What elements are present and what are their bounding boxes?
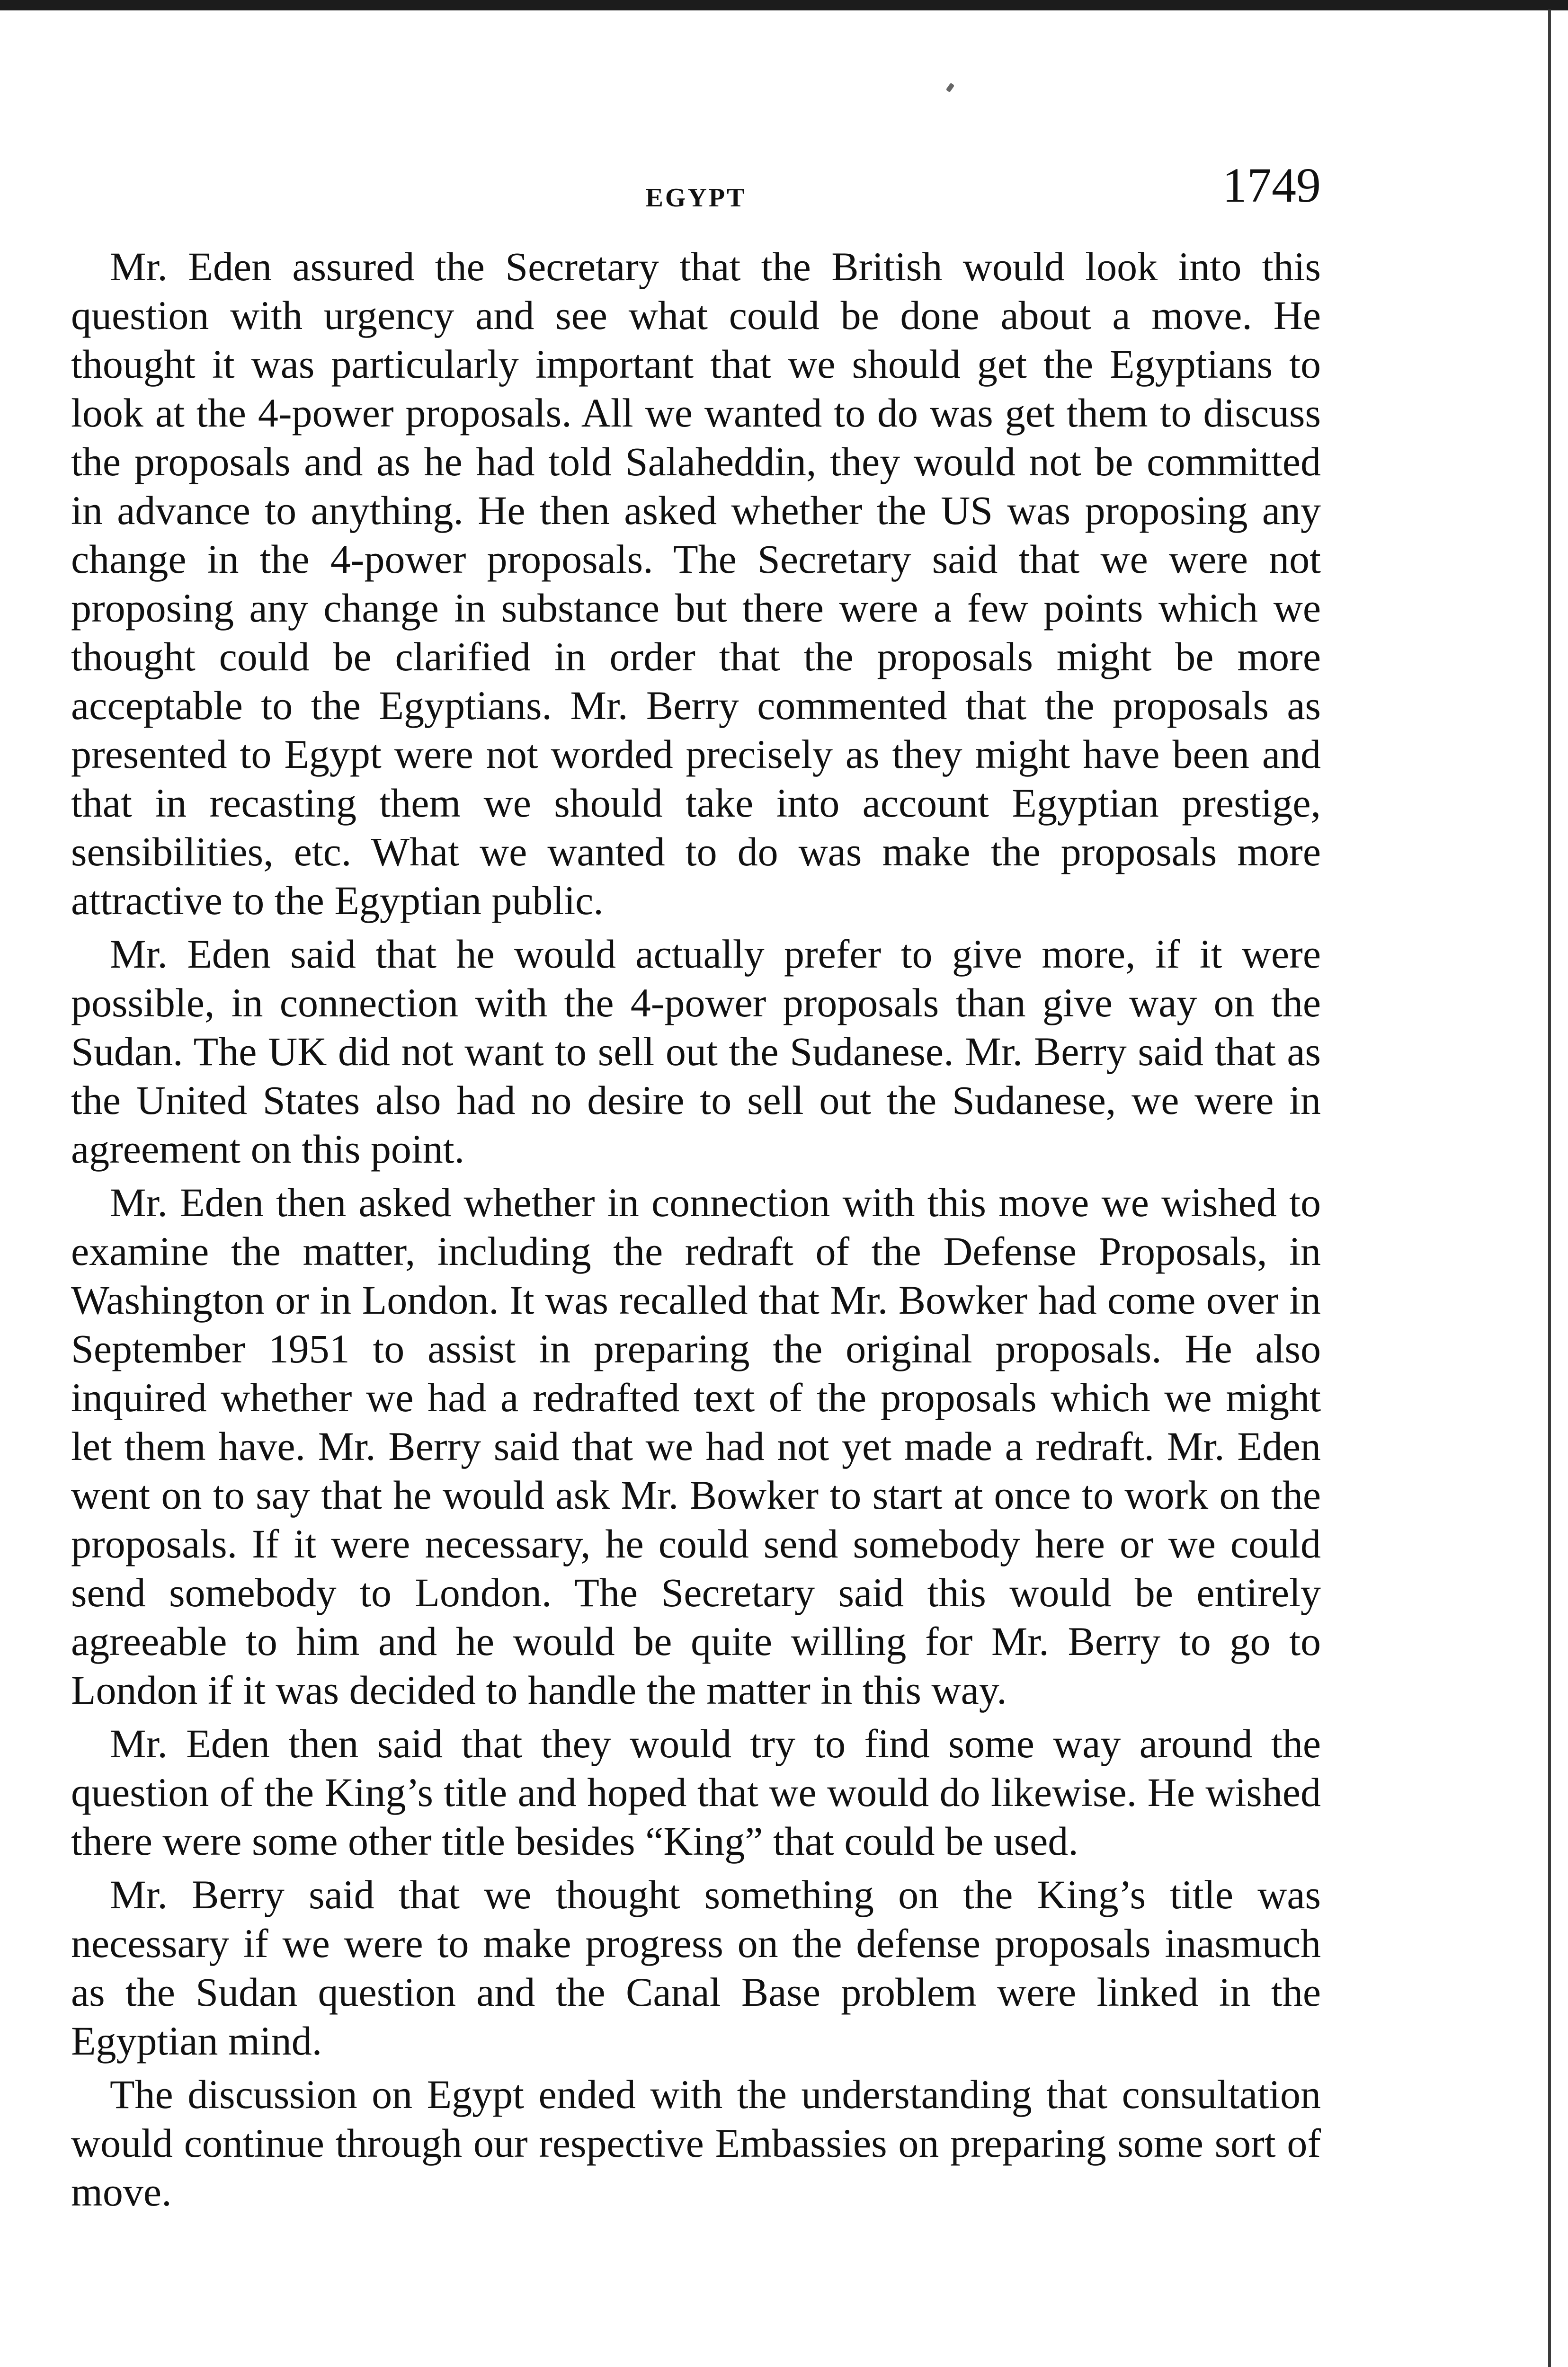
page-header: [71, 158, 1321, 222]
body-text: [71, 242, 1321, 2221]
scan-speck: [946, 83, 955, 92]
running-head: EGYPT: [645, 183, 747, 213]
paragraph: The discussion on Egypt ended with the understanding that consultation would continue through our respective Embassies on preparing some sort of move.: [71, 2072, 1321, 2215]
paragraph: Mr. Eden then said that they would try to find some way around the question of the King’s title and hoped that we would do likewise. He wished there were some other title besides “King” that could be used.: [71, 1721, 1321, 1864]
top-border: [0, 0, 1568, 10]
page-edge: [1548, 9, 1551, 2367]
page-number: 1749: [1222, 158, 1321, 213]
paragraph: Mr. Eden said that he would actually prefer to give more, if it were possible, in connection with the 4-power proposals than give way on the Sudan. The UK did not want to sell out the Sudanese. Mr. Berry said that as the United States also had no desire to sell out the Sudanese, we were in agreement on this point.: [71, 931, 1321, 1172]
paragraph: Mr. Eden then asked whether in connection with this move we wished to examine the matter, including the redraft of the Defense Proposals, in Washington or in London. It was recalled that Mr. Bowker had come over in September 1951 to assist in preparing the original proposals. He also inquired whether we had a redrafted text of the proposals which we might let them have. Mr. Berry said that we had not yet made a redraft. Mr. Eden went on to say that he would ask Mr. Bowker to start at once to work on the proposals. If it were necessary, he could send somebody here or we could send somebody to London. The Secretary said this would be entirely agreeable to him and he would be quite willing for Mr. Berry to go to London if it was decided to handle the matter in this way.: [71, 1180, 1321, 1713]
paragraph: Mr. Eden assured the Secretary that the British would look into this question with urgency and see what could be done about a move. He thought it was particularly important that we should get the Egyptians to look at the 4-power proposals. All we wanted to do was get them to discuss the proposals and as he had told Salaheddin, they would not be committed in advance to anything. He then asked whether the US was proposing any change in the 4-power proposals. The Secretary said that we were not proposing any change in substance but there were a few points which we thought could be clarified in order that the proposals might be more acceptable to the Egyptians. Mr. Berry commented that the proposals as presented to Egypt were not worded precisely as they might have been and that in recasting them we should take into account Egyptian prestige, sensibilities, etc. What we wanted to do was make the proposals more attractive to the Egyptian public.: [71, 244, 1321, 923]
paragraph: Mr. Berry said that we thought something on the King’s title was necessary if we were to make progress on the defense proposals inasmuch as the Sudan question and the Canal Base problem were linked in the Egyptian mind.: [71, 1872, 1321, 2064]
